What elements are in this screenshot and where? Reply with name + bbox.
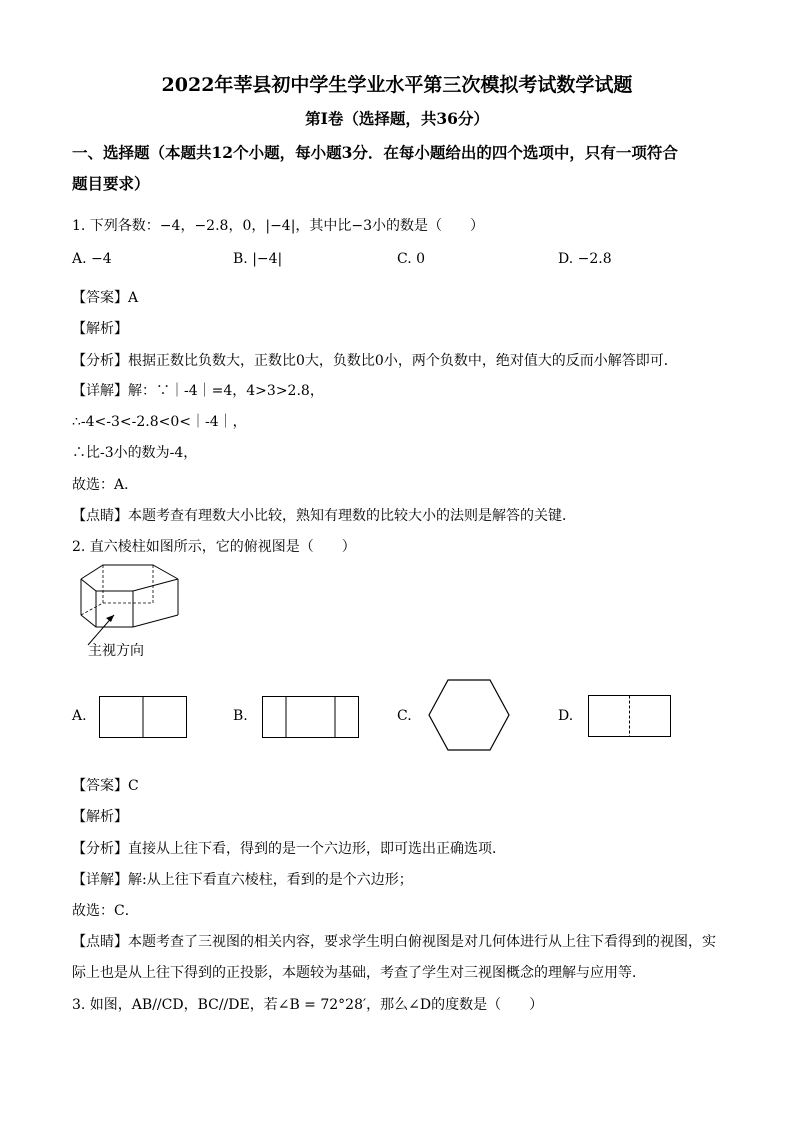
option-a-figure [99,696,187,738]
option-c-hexagon-figure [428,679,510,751]
q2-option-d: D. [558,708,574,724]
q1-option-d: D. −2.8 [558,251,612,267]
q2-comment-line2: 际上也是从上往下得到的正投影，本题较为基础，考查了学生对三视图概念的理解与应用等． [72,965,646,981]
document-title: 2022年莘县初中学生学业水平第三次模拟考试数学试题 [161,74,633,96]
q2-option-a: A. [72,708,87,724]
q1-comment: 【点睛】本题考查有理数大小比较，熟知有理数的比较大小的法则是解答的关键． [72,508,576,524]
q2-fenxi: 【分析】直接从上往下看，得到的是一个六边形，即可选出正确选项． [72,841,506,857]
q2-detail: 【详解】解:从上往下看直六棱柱，看到的是个六边形； [72,872,413,888]
q1-stem: 1. 下列各数：−4，−2.8，0，|−4|，其中比−3小的数是（ ） [72,218,485,234]
figure-caption: 主视方向 [88,643,144,659]
section-heading-line1: 一、选择题（本题共12个小题，每小题3分．在每小题给出的四个选项中，只有一项符合 [72,143,678,162]
q2-answer: 【答案】C [72,778,139,794]
q1-detail: 【详解】解：∵｜-4｜=4，4>3>2.8， [72,383,324,399]
q1-option-a: A. −4 [72,251,112,267]
q2-option-b: B. [233,708,248,724]
q2-choose: 故选：C． [72,903,139,919]
q1-option-b: B. |−4| [233,251,283,267]
q1-fenxi: 【分析】根据正数比负数大，正数比0大，负数比0小，两个负数中，绝对值大的反而小解答即可． [72,353,678,369]
q1-option-c: C. 0 [397,251,426,267]
q2-stem: 2. 直六棱柱如图所示，它的俯视图是（ ） [72,539,356,555]
q2-comment-line1: 【点睛】本题考查了三视图的相关内容，要求学生明白俯视图是对几何体进行从上往下看得到的视图，实 [72,934,716,950]
q1-answer: 【答案】A [72,290,139,306]
document-subtitle: 第I卷（选择题，共36分） [305,109,489,128]
q2-analysis-label: 【解析】 [72,809,128,825]
option-d-figure [588,695,671,737]
option-b-figure [262,696,359,738]
hexagonal-prism-figure [78,565,188,645]
q1-step2: ∴-4<-3<-2.8<0<｜-4｜， [72,414,247,430]
q1-step3: ∴比-3小的数为-4， [72,445,198,461]
q1-choose: 故选：A． [72,477,139,493]
q2-option-c: C. [397,708,412,724]
q1-analysis-label: 【解析】 [72,321,128,337]
q3-stem: 3. 如图，AB//CD，BC//DE，若∠B = 72°28′，那么∠D的度数是（ ） [72,997,544,1013]
section-heading-line2: 题目要求） [72,174,150,193]
